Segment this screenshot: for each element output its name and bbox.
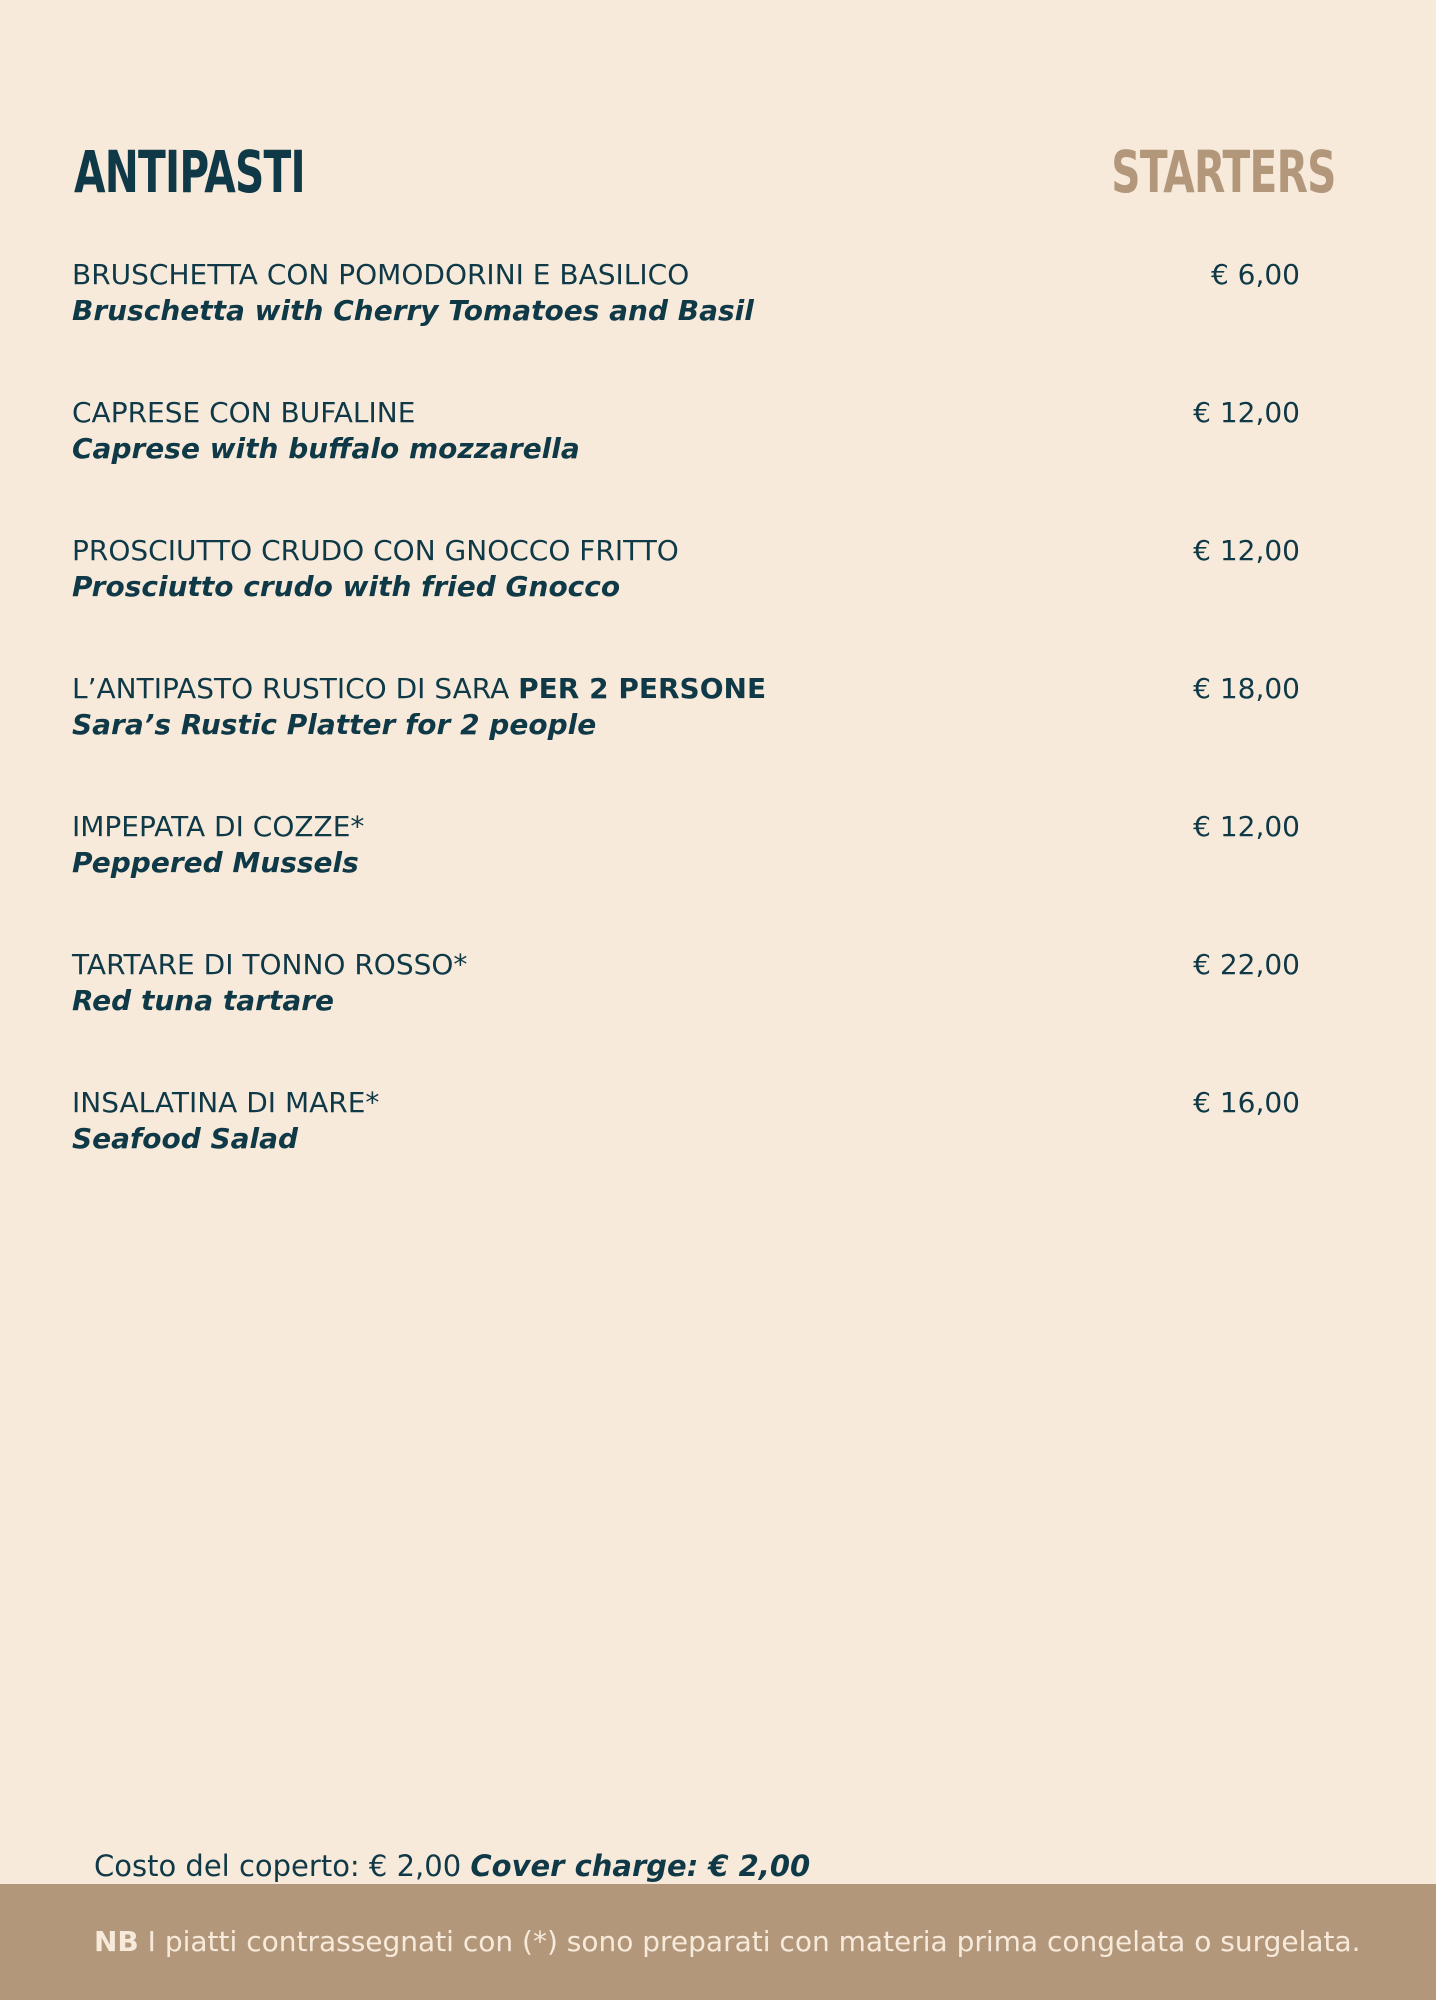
menu-item [72, 670, 1300, 808]
item-name-text: TARTARE DI TONNO ROSSO* [72, 948, 468, 981]
item-name-text: INSALATINA DI MARE* [72, 1086, 380, 1119]
item-name-english: Peppered Mussels [72, 846, 359, 879]
menu-item [72, 946, 1300, 1084]
item-name-italian [72, 946, 1300, 984]
item-name-english: Prosciutto crudo with fried Gnocco [72, 570, 621, 603]
frozen-ingredients-note: I piatti contrassegnati con (*) sono preparati con materia prima congelata o surgelata. [138, 1925, 1361, 1958]
item-name-italian [72, 532, 1300, 570]
menu-item [72, 808, 1300, 946]
item-name-text: IMPEPATA DI COZZE* [72, 810, 365, 843]
item-name-english: Sara’s Rustic Platter for 2 people [72, 708, 597, 741]
item-name-italian [72, 670, 1300, 708]
nb-label: NB [94, 1925, 139, 1958]
item-name-bold-text: PER 2 PERSONE [518, 672, 767, 705]
item-price: € 6,00 [1210, 258, 1300, 291]
item-price: € 12,00 [1193, 396, 1300, 429]
menu-item [72, 532, 1300, 670]
menu-list [72, 256, 1300, 1222]
menu-item [72, 1084, 1300, 1222]
cover-charge [94, 1846, 810, 1886]
item-price: € 18,00 [1193, 672, 1300, 705]
item-name-italian [72, 394, 1300, 432]
menu-item [72, 394, 1300, 532]
item-price: € 12,00 [1193, 810, 1300, 843]
item-name-text: PROSCIUTTO CRUDO CON GNOCCO FRITTO [72, 534, 679, 567]
item-name-english: Caprese with buffalo mozzarella [72, 432, 580, 465]
item-name-text: L’ANTIPASTO RUSTICO DI SARA [72, 672, 519, 705]
footer-band [0, 1884, 1436, 2000]
item-name-english: Red tuna tartare [72, 984, 335, 1017]
item-name-italian [72, 808, 1300, 846]
item-price: € 16,00 [1193, 1086, 1300, 1119]
cover-charge-italian: Costo del coperto: € 2,00 [94, 1849, 471, 1883]
menu-item [72, 256, 1300, 394]
item-name-english: Seafood Salad [72, 1122, 299, 1155]
cover-charge-english: Cover charge: € 2,00 [470, 1849, 811, 1883]
item-name-italian [72, 256, 1300, 294]
item-name-text: CAPRESE CON BUFALINE [72, 396, 416, 429]
item-price: € 22,00 [1193, 948, 1300, 981]
item-price: € 12,00 [1193, 534, 1300, 567]
item-name-text: BRUSCHETTA CON POMODORINI E BASILICO [72, 258, 690, 291]
footer-note [94, 1922, 1361, 1962]
heading-antipasti: ANTIPASTI [74, 138, 305, 206]
heading-starters: STARTERS [1111, 138, 1336, 206]
item-name-italian [72, 1084, 1300, 1122]
item-name-english: Bruschetta with Cherry Tomatoes and Basil [72, 294, 754, 327]
